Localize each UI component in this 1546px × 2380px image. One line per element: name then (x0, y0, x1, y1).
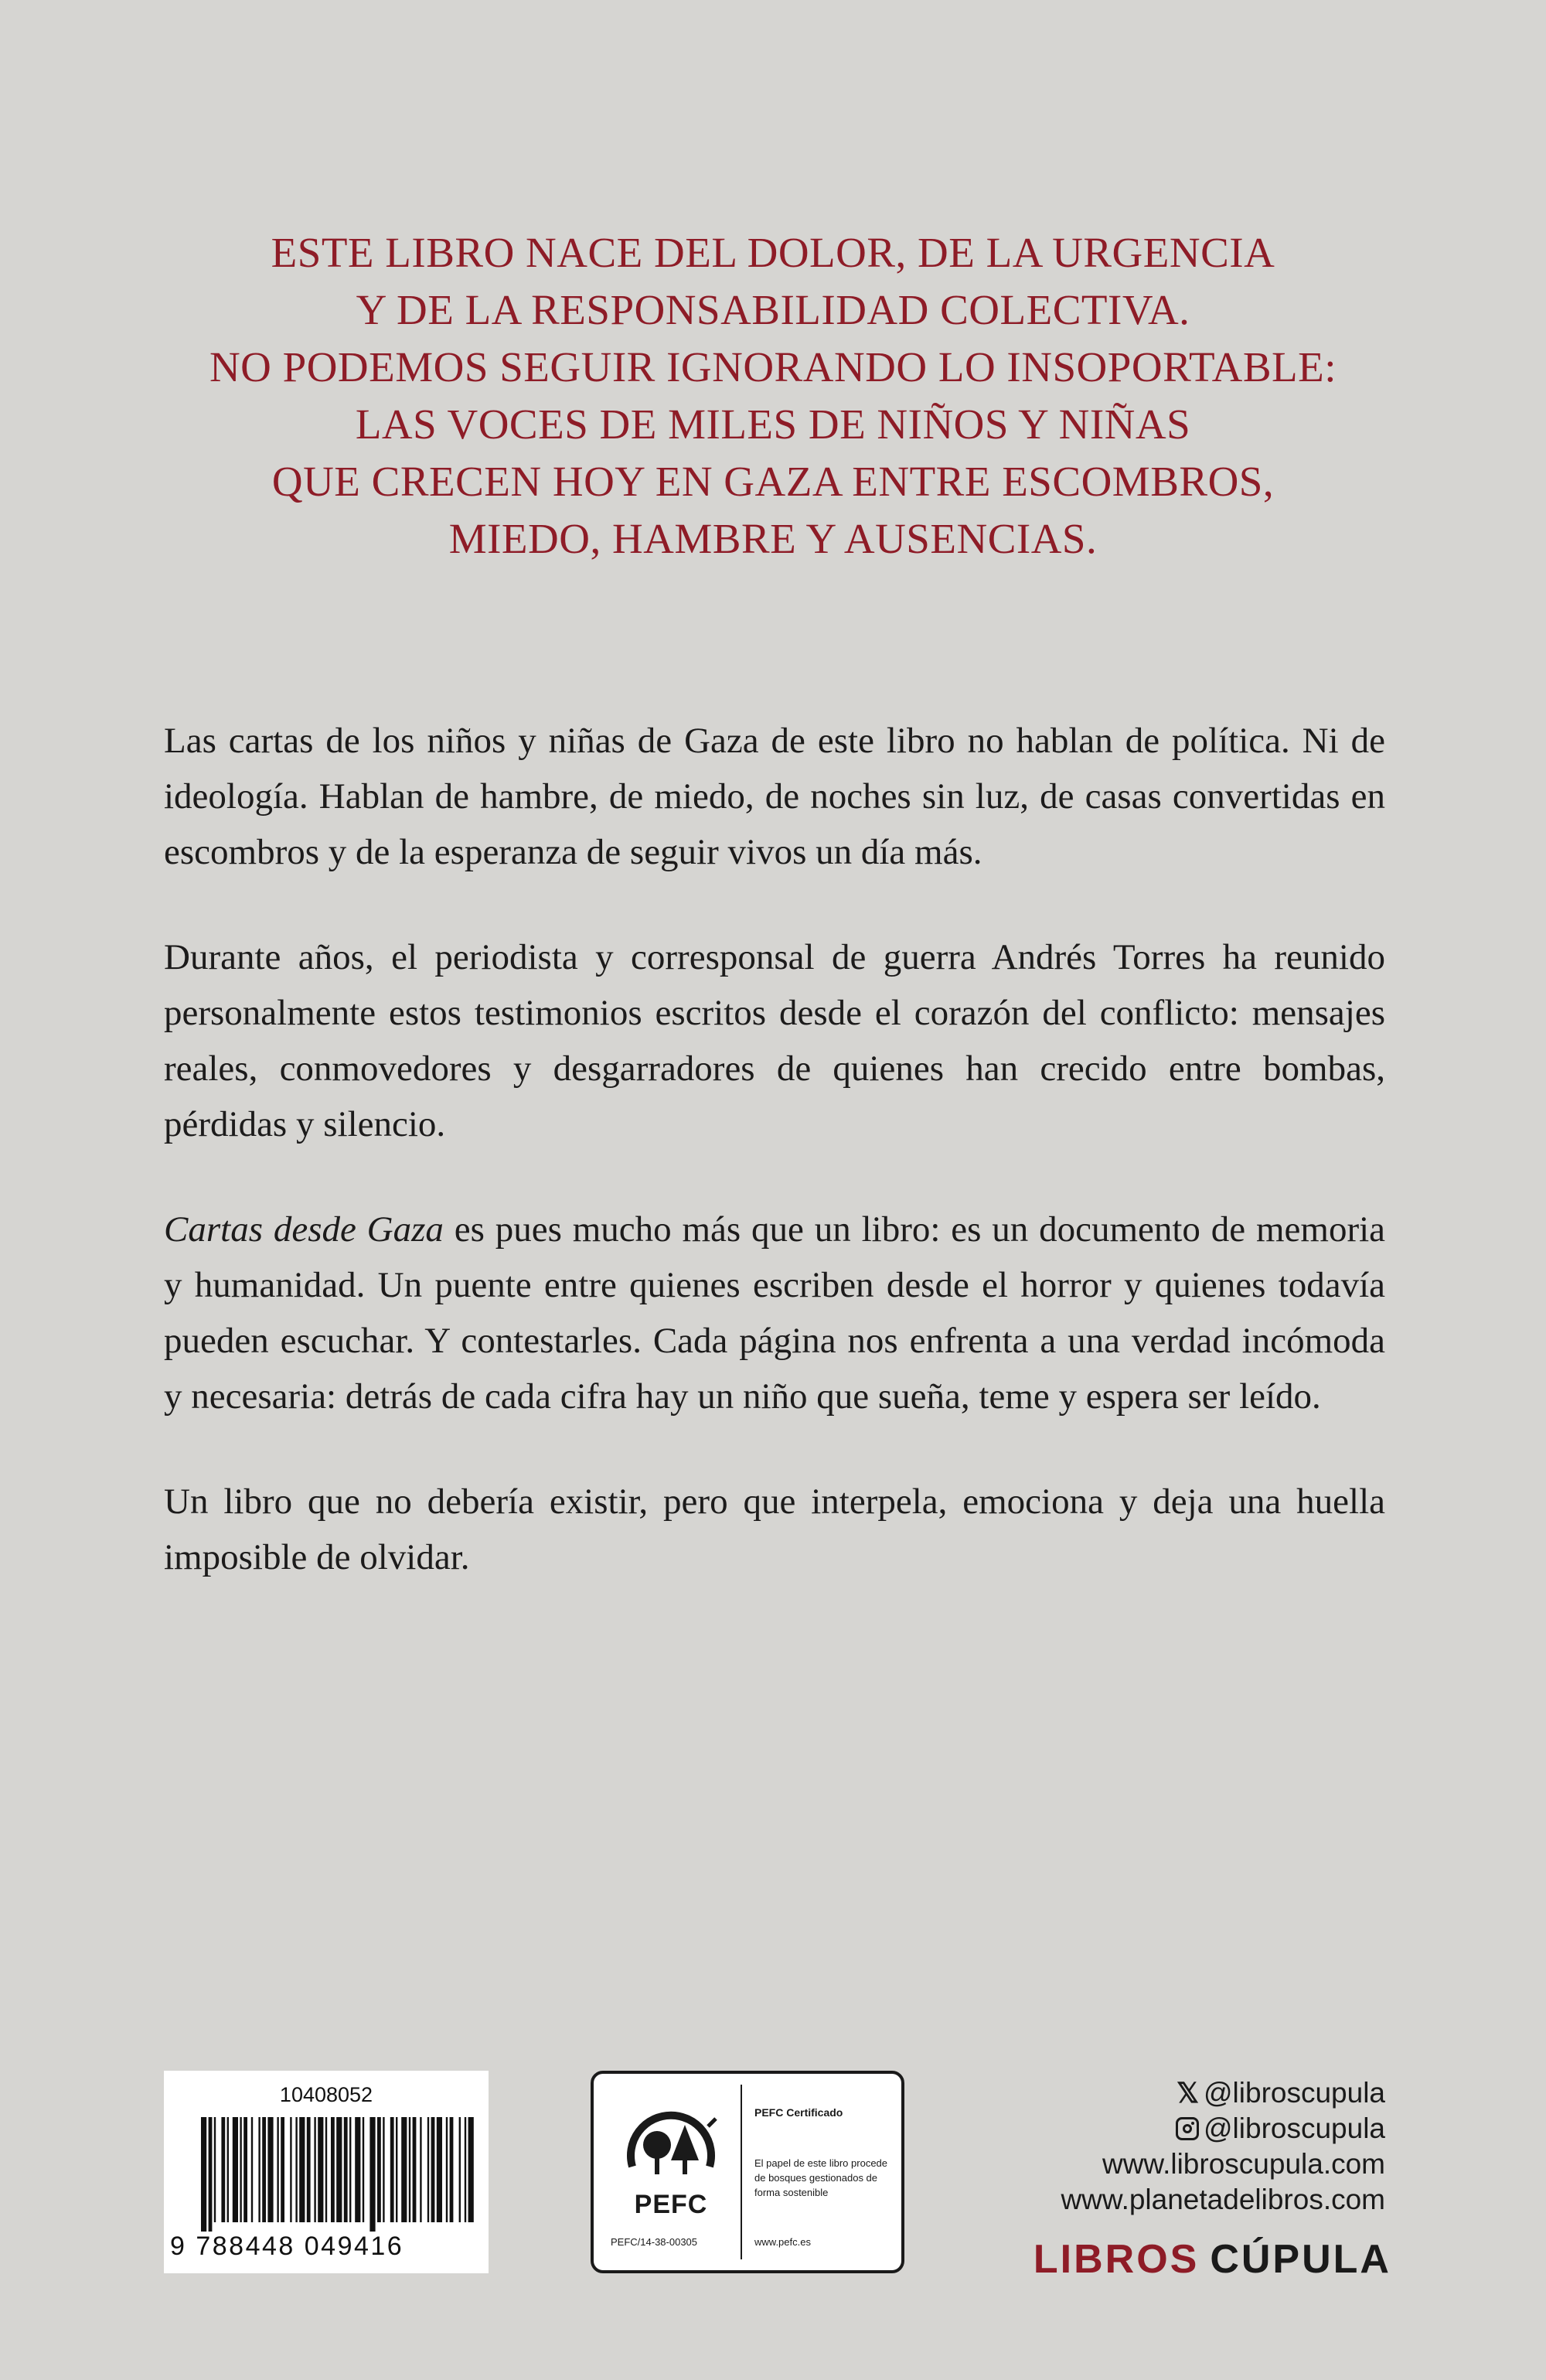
headline-line: ESTE LIBRO NACE DEL DOLOR, DE LA URGENCIA (271, 229, 1275, 276)
barcode-bar (401, 2117, 407, 2222)
x-icon: 𝕏 (1176, 2077, 1199, 2109)
pefc-site: www.pefc.es (754, 2236, 811, 2248)
contacts (1061, 2075, 1385, 2218)
website-text: www.libroscupula.com (1102, 2148, 1385, 2180)
barcode-bar (299, 2117, 305, 2222)
website-link[interactable] (1061, 2182, 1385, 2218)
barcode-bar (314, 2117, 315, 2222)
barcode-bar (420, 2117, 421, 2222)
publisher-logo (1034, 2236, 1391, 2283)
barcode-bar (459, 2117, 461, 2222)
headline-line: LAS VOCES DE MILES DE NIÑOS Y NIÑAS (355, 401, 1191, 448)
barcode-bar (227, 2117, 229, 2222)
barcode-bar (233, 2117, 238, 2222)
barcode-bar (413, 2117, 417, 2222)
barcode-bar (390, 2117, 394, 2222)
barcode-bar (383, 2117, 384, 2222)
barcode-bar (446, 2117, 448, 2222)
barcode-bar (240, 2117, 241, 2222)
pefc-text: El papel de este libro procede de bosques gestionados de forma sostenible (754, 2157, 888, 2198)
barcode-bar (251, 2117, 253, 2222)
barcode-bar (262, 2117, 266, 2222)
barcode-bar (363, 2117, 364, 2222)
website-text: www.planetadelibros.com (1061, 2184, 1385, 2215)
barcode-bar (325, 2117, 327, 2222)
barcode-bar (290, 2117, 291, 2222)
barcode-bar (450, 2117, 454, 2222)
pefc-id: PEFC/14-38-00305 (611, 2236, 698, 2248)
barcode-bar (201, 2117, 206, 2232)
pefc-label (591, 2071, 904, 2273)
paragraph: Un libro que no debería existir, pero que interpela, emociona y deja una huella imposible de olvidar. (164, 1482, 1385, 1577)
barcode-code: 10408052 (279, 2083, 373, 2106)
headline-line: NO PODEMOS SEGUIR IGNORANDO LO INSOPORTABLE: (209, 343, 1337, 390)
x-handle[interactable] (1061, 2075, 1385, 2111)
barcode-bar (377, 2117, 381, 2222)
instagram-handle-text: @libroscupula (1203, 2112, 1385, 2144)
isbn-digits: 9 788448 049416 (170, 2232, 404, 2261)
instagram-icon (1176, 2117, 1199, 2140)
barcode-bar (281, 2117, 284, 2222)
barcode-bar (243, 2117, 247, 2222)
pefc-tree-icon (617, 2097, 725, 2190)
barcode (164, 2071, 489, 2273)
website-link[interactable] (1061, 2146, 1385, 2182)
barcode-bar (267, 2117, 273, 2222)
paragraph-text: es pues mucho más que un libro: es un documento de memoria y humanidad. Un puente entre quienes escriben desde el horror y quienes todavía pueden escuchar. Y contestarles. Cada página nos enfrenta a una verdad incómoda y necesaria: detrás de cada cifra hay un niño que sueña, teme y espera ser leído. (164, 1209, 1386, 1417)
pefc-logo-text: PEFC (634, 2190, 708, 2219)
divider (741, 2085, 742, 2259)
headline (0, 224, 1546, 568)
barcode-bar (355, 2117, 360, 2222)
book-title: Cartas desde Gaza (164, 1209, 444, 1250)
headline-line: MIEDO, HAMBRE Y AUSENCIAS. (448, 515, 1098, 562)
paragraph: Durante años, el periodista y corresponsal de guerra Andrés Torres ha reunido personalmente estos testimonios escritos desde el corazón del conflicto: mensajes reales, conmovedores y desgarradores de quienes han crecido entre bombas, pérdidas y silencio. (164, 937, 1385, 1144)
barcode-bar (336, 2117, 342, 2222)
paragraph: Las cartas de los niños y niñas de Gaza de este libro no hablan de política. Ni de ideología. Hablan de hambre, de miedo, de noches sin luz, de casas convertidas en escombros y de la esperanza de seguir vivos un día más. (164, 721, 1385, 872)
headline-line: QUE CRECEN HOY EN GAZA ENTRE ESCOMBROS, (271, 458, 1275, 505)
barcode-bar (409, 2117, 410, 2222)
barcode-bar (396, 2117, 397, 2222)
barcode-bar (307, 2117, 311, 2222)
barcode-bar (437, 2117, 442, 2222)
barcode-bar (431, 2117, 435, 2222)
barcode-bar (427, 2117, 429, 2222)
barcode-bar (344, 2117, 348, 2222)
synopsis (164, 713, 1385, 1635)
publisher-logo-part: CÚPULA (1210, 2237, 1391, 2282)
barcode-bar (465, 2117, 466, 2222)
barcode-bar (221, 2117, 225, 2222)
barcode-bar (214, 2117, 216, 2222)
barcode-bar (349, 2117, 351, 2222)
barcode-bar (331, 2117, 335, 2222)
barcode-bar (209, 2117, 213, 2232)
barcode-bar (258, 2117, 260, 2222)
barcode-bar (295, 2117, 297, 2222)
barcode-bar (468, 2117, 474, 2222)
headline-line: Y DE LA RESPONSABILIDAD COLECTIVA. (356, 286, 1190, 333)
barcode-bar (318, 2117, 323, 2222)
barcode-bar (369, 2117, 375, 2232)
instagram-handle[interactable] (1061, 2111, 1385, 2146)
paragraph (164, 1202, 1385, 1424)
x-handle-text: @libroscupula (1203, 2077, 1385, 2109)
pefc-title: PEFC Certificado (754, 2106, 843, 2119)
publisher-logo-part: LIBROS (1033, 2237, 1200, 2282)
barcode-bar (277, 2117, 278, 2222)
